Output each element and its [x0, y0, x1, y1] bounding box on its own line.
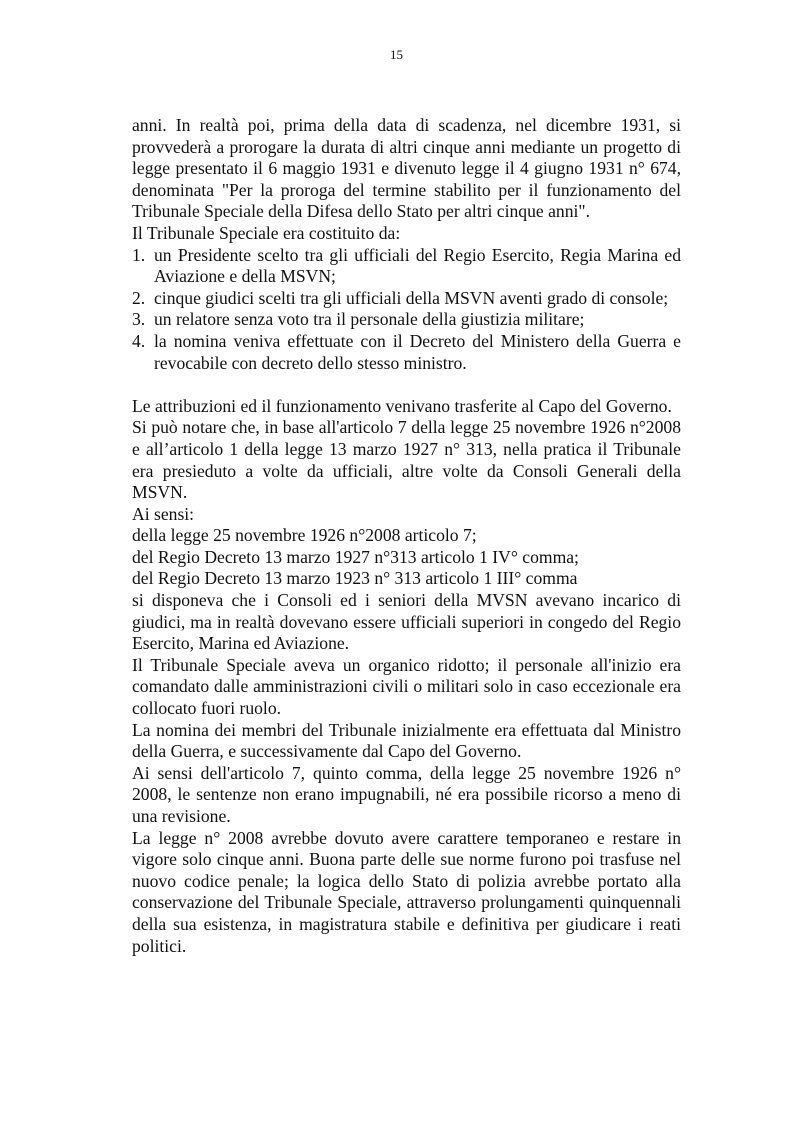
- list-item-text: un relatore senza voto tra il personale della giustizia militare;: [154, 309, 585, 330]
- list-item-text: un Presidente scelto tra gli ufficiali del Regio Esercito, Regia Marina ed Aviazione e della MSVN;: [154, 244, 681, 287]
- composition-list: [132, 245, 681, 375]
- list-item-number: 3.: [132, 309, 146, 330]
- paragraph-spacer: [132, 374, 681, 396]
- list-item-number: 4.: [132, 330, 146, 351]
- paragraph-consoli: si disponeva che i Consoli ed i seniori della MVSN avevano incarico di giudici, ma in realtà dovevano essere ufficiali superiori in congedo del Regio Esercito, Marina ed Aviazione.: [132, 590, 681, 654]
- list-item: [132, 309, 681, 331]
- document-body: [132, 115, 681, 957]
- list-item-number: 1.: [132, 244, 146, 265]
- paragraph-legge-temporanea: La legge n° 2008 avrebbe dovuto avere carattere temporaneo e restare in vigore solo cinque anni. Buona parte delle sue norme furono poi trasfuse nel nuovo codice penale; la logica dello Stato di polizia avrebbe portato alla conservazione del Tribunale Speciale, attraverso prolungamenti quinquennali della sua esistenza, in magistratura stabile e definitiva per giudicare i reati politici.: [132, 827, 681, 956]
- list-item: [132, 245, 681, 288]
- list-item-text: la nomina veniva effettuate con il Decreto del Ministero della Guerra e revocabile con decreto dello stesso ministro.: [154, 330, 681, 373]
- paragraph-proroga: anni. In realtà poi, prima della data di scadenza, nel dicembre 1931, si provvederà a prorogare la durata di altri cinque anni mediante un progetto di legge presentato il 6 maggio 1931 e divenuto legge il 4 giugno 1931 n° 674, denominata "Per la proroga del termine stabilito per il funzionamento del Tribunale Speciale della Difesa dello Stato per altri cinque anni".: [132, 115, 681, 222]
- paragraph-legge-2008: della legge 25 novembre 1926 n°2008 articolo 7;: [132, 525, 477, 546]
- list-item: [132, 288, 681, 310]
- list-item: [132, 331, 681, 374]
- paragraph-sentenze: Ai sensi dell'articolo 7, quinto comma, della legge 25 novembre 1926 n° 2008, le sentenze non erano impugnabili, né era possibile ricorso a meno di una revisione.: [132, 762, 681, 826]
- paragraph-composition-intro: Il Tribunale Speciale era costituito da:: [132, 222, 401, 243]
- paragraph-articolo-7: Si può notare che, in base all'articolo 7 della legge 25 novembre 1926 n°2008 e all’articolo 1 della legge 13 marzo 1927 n° 313, nella pratica il Tribunale era presieduto a volte da ufficiali, altre volte da Consoli Generali della MSVN.: [132, 417, 681, 503]
- paragraph-regio-decreto-1927: del Regio Decreto 13 marzo 1927 n°313 articolo 1 IV° comma;: [132, 546, 579, 567]
- paragraph-organico: Il Tribunale Speciale aveva un organico ridotto; il personale all'inizio era comandato dalle amministrazioni civili o militari solo in caso eccezionale era collocato fuori ruolo.: [132, 654, 681, 719]
- paragraph-attribuzioni: Le attribuzioni ed il funzionamento venivano trasferite al Capo del Governo.: [132, 395, 672, 416]
- page-number: 15: [390, 47, 403, 62]
- list-item-number: 2.: [132, 287, 146, 308]
- paragraph-ai-sensi: Ai sensi:: [132, 503, 195, 524]
- paragraph-nomina: La nomina dei membri del Tribunale inizialmente era effettuata dal Ministro della Guerra, e successivamente dal Capo del Governo.: [132, 719, 681, 762]
- list-item-text: cinque giudici scelti tra gli ufficiali della MSVN aventi grado di console;: [154, 287, 669, 308]
- paragraph-regio-decreto-1923: del Regio Decreto 13 marzo 1923 n° 313 articolo 1 III° comma: [132, 568, 578, 589]
